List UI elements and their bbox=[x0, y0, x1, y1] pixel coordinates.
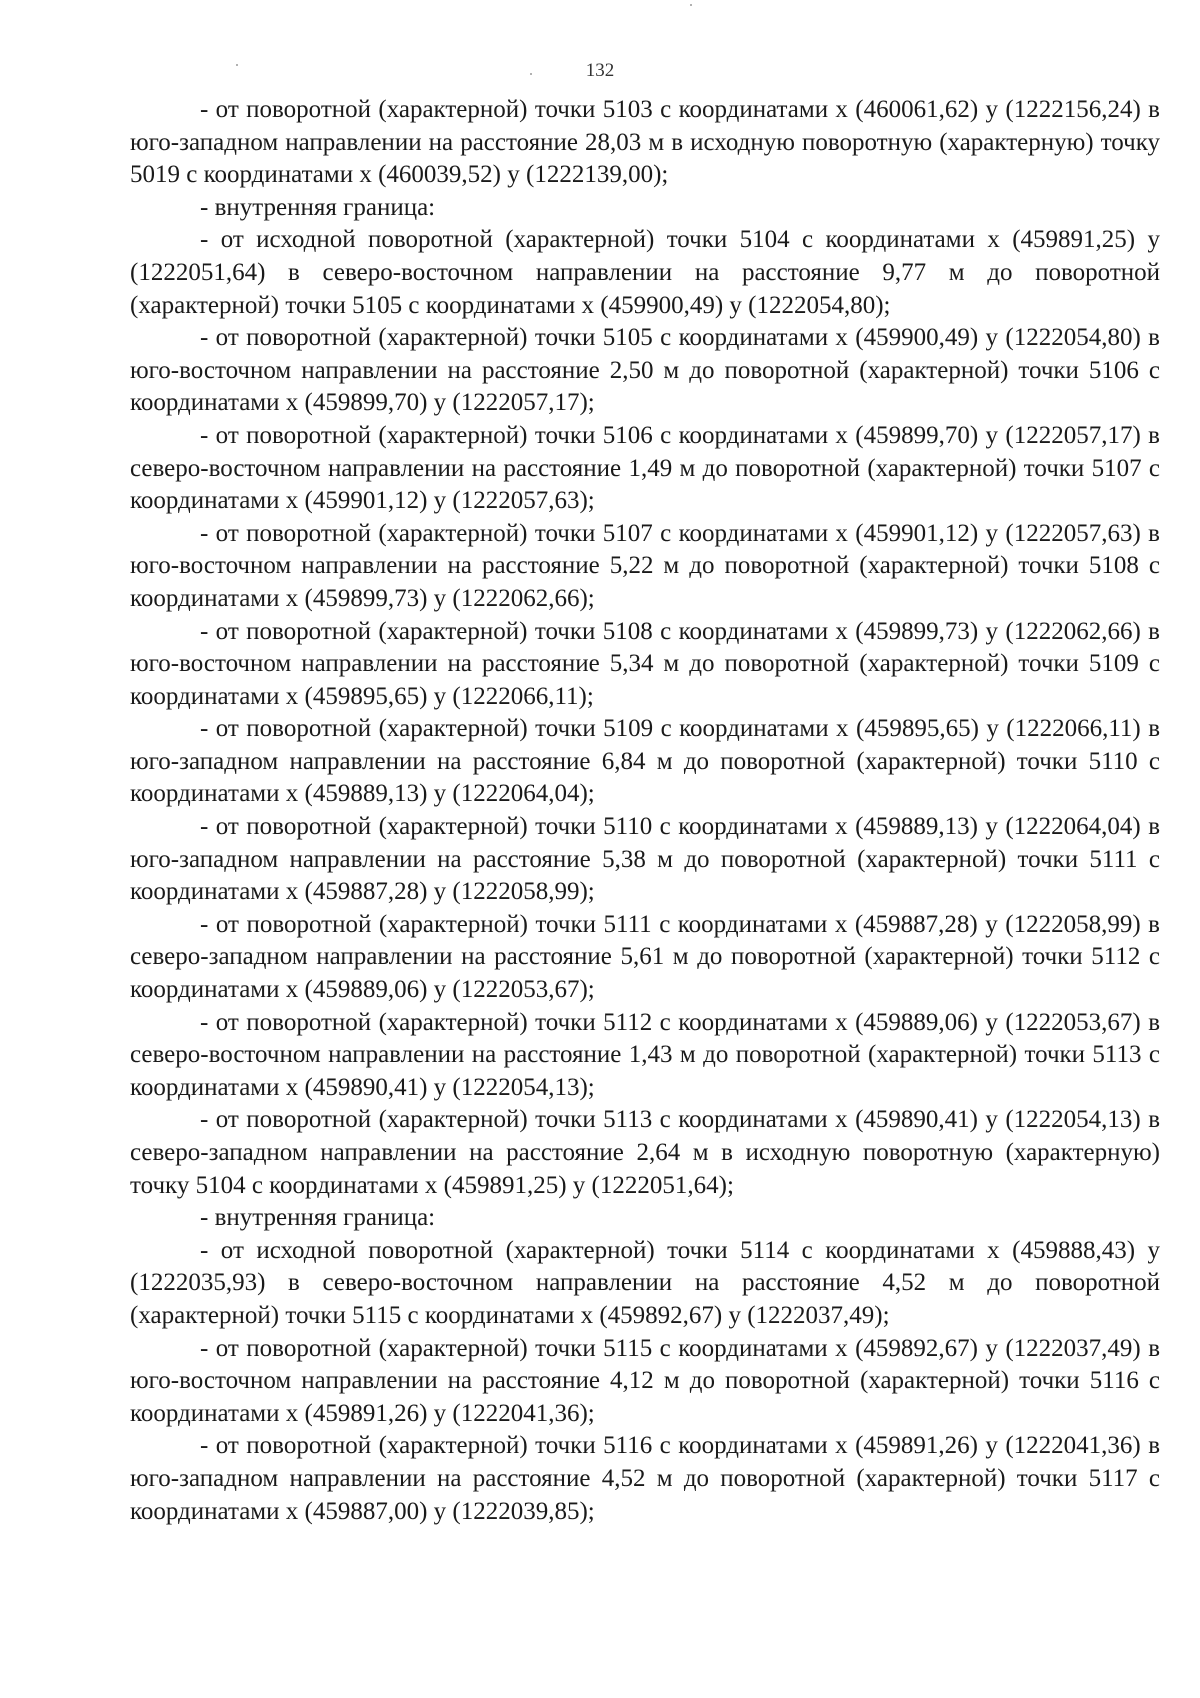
boundary-paragraph: - от поворотной (характерной) точки 5110 с координатами х (459889,13) у (1222064,04) в юго-западном направлении на расстояние 5,38 м до поворотной (характерной) точки 5111 с координатами х (459887,28) у (1222058,99); bbox=[130, 813, 1160, 906]
boundary-paragraph: - от поворотной (характерной) точки 5106 с координатами х (459899,70) у (1222057,17) в северо-восточном направлении на расстояние 1,49 м до поворотной (характерной) точки 5107 с координатами х (459901,12) у (1222057,63); bbox=[130, 421, 1160, 515]
document-body bbox=[130, 94, 1160, 1528]
scan-speck bbox=[530, 73, 532, 75]
boundary-paragraph: - от исходной поворотной (характерной) точки 5104 с координатами х (459891,25) у (1222051,64) в северо-восточном направлении на расстояние 9,77 м до поворотной (характерной) точки 5105 с координатами х (459900,49) у (1222054,80); bbox=[130, 226, 1160, 319]
boundary-paragraph: - от поворотной (характерной) точки 5112 с координатами х (459889,06) у (1222053,67) в северо-восточном направлении на расстояние 1,43 м до поворотной (характерной) точки 5113 с координатами х (459890,41) у (1222054,13); bbox=[130, 1008, 1160, 1101]
boundary-paragraph: - от поворотной (характерной) точки 5107 с координатами х (459901,12) у (1222057,63) в юго-восточном направлении на расстояние 5,22 м до поворотной (характерной) точки 5108 с координатами х (459899,73) у (1222062,66); bbox=[130, 519, 1160, 612]
section-heading: - внутренняя граница: bbox=[200, 1204, 436, 1232]
boundary-paragraph: - от поворотной (характерной) точки 5116 с координатами х (459891,26) у (1222041,36) в юго-западном направлении на расстояние 4,52 м до поворотной (характерной) точки 5117 с координатами х (459887,00) у (1222039,85); bbox=[130, 1432, 1160, 1525]
boundary-paragraph: - от исходной поворотной (характерной) точки 5114 с координатами х (459888,43) у (1222035,93) в северо-восточном направлении на расстояние 4,52 м до поворотной (характерной) точки 5115 с координатами х (459892,67) у (1222037,49); bbox=[130, 1236, 1160, 1329]
section-heading: - внутренняя граница: bbox=[200, 193, 436, 221]
boundary-paragraph: - от поворотной (характерной) точки 5108 с координатами х (459899,73) у (1222062,66) в юго-восточном направлении на расстояние 5,34 м до поворотной (характерной) точки 5109 с координатами х (459895,65) у (1222066,11); bbox=[130, 617, 1160, 710]
scan-speck bbox=[236, 64, 238, 66]
boundary-paragraph: - от поворотной (характерной) точки 5109 с координатами х (459895,65) у (1222066,11) в юго-западном направлении на расстояние 6,84 м до поворотной (характерной) точки 5110 с координатами х (459889,13) у (1222064,04); bbox=[130, 715, 1160, 808]
boundary-paragraph: - от поворотной (характерной) точки 5115 с координатами х (459892,67) у (1222037,49) в юго-восточном направлении на расстояние 4,12 м до поворотной (характерной) точки 5116 с координатами х (459891,26) у (1222041,36); bbox=[130, 1334, 1160, 1427]
boundary-paragraph: - от поворотной (характерной) точки 5103 с координатами х (460061,62) у (1222156,24) в юго-западном направлении на расстояние 28,03 м в исходную поворотную (характерную) точку 5019 с координатами х (460039,52) у (1222139,00); bbox=[130, 96, 1160, 189]
page-number: 132 bbox=[585, 60, 615, 81]
boundary-paragraph: - от поворотной (характерной) точки 5105 с координатами х (459900,49) у (1222054,80) в юго-восточном направлении на расстояние 2,50 м до поворотной (характерной) точки 5106 с координатами х (459899,70) у (1222057,17); bbox=[130, 324, 1160, 417]
boundary-paragraph: - от поворотной (характерной) точки 5113 с координатами х (459890,41) у (1222054,13) в северо-западном направлении на расстояние 2,64 м в исходную поворотную (характерную) точку 5104 с координатами х (459891,25) у (1222051,64); bbox=[130, 1106, 1160, 1199]
scan-speck bbox=[690, 4, 692, 6]
boundary-paragraph: - от поворотной (характерной) точки 5111 с координатами х (459887,28) у (1222058,99) в северо-западном направлении на расстояние 5,61 м до поворотной (характерной) точки 5112 с координатами х (459889,06) у (1222053,67); bbox=[130, 910, 1160, 1004]
